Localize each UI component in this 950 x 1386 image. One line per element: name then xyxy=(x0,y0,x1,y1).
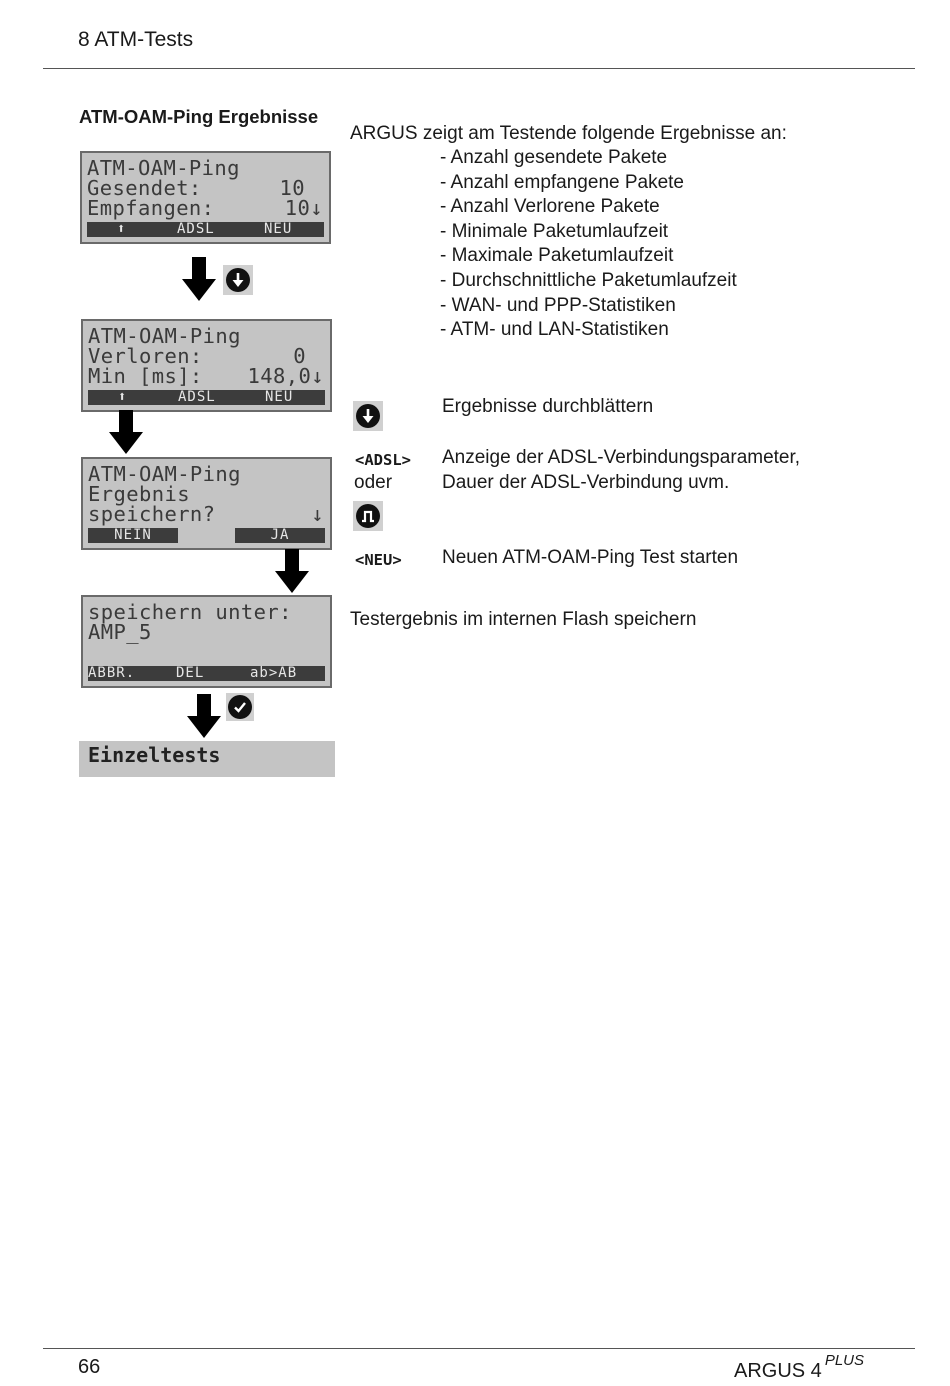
softkey-bar xyxy=(87,222,324,237)
softkey-abbr[interactable]: ABBR. xyxy=(88,665,136,681)
lcd-screen-3 xyxy=(81,457,332,550)
lcd-screen-2 xyxy=(81,319,332,412)
list-item: - Anzahl empfangene Pakete xyxy=(440,171,685,193)
footer-rule xyxy=(43,1348,915,1349)
down-arrow-key-icon[interactable] xyxy=(353,401,383,431)
softkey-neu[interactable]: NEU xyxy=(264,221,293,237)
page-number: 66 xyxy=(78,1356,101,1378)
section-title: ATM-OAM-Ping Ergebnisse xyxy=(79,106,319,127)
lcd-line: Gesendet: 10 xyxy=(87,176,305,200)
product-name: ARGUS 4 $^{PLUS}$ xyxy=(734,1352,864,1382)
list-item: - Anzahl Verlorene Pakete xyxy=(440,196,660,218)
header-rule xyxy=(43,68,915,69)
softkey-bar xyxy=(88,390,325,405)
softkey-bar xyxy=(88,528,325,543)
chapter-heading: 8 ATM-Tests xyxy=(78,28,194,51)
flow-arrow-icon xyxy=(109,410,143,454)
lcd-screen-1 xyxy=(80,151,331,244)
softkey-case[interactable]: ab>AB xyxy=(250,665,298,681)
results-list xyxy=(440,146,737,343)
softkey-ja[interactable]: JA xyxy=(235,528,325,543)
flow-arrow-icon xyxy=(182,257,216,301)
lcd-line: speichern? ↓ xyxy=(88,502,324,526)
einzeltests-label: Einzeltests xyxy=(88,743,221,767)
intro-text: ARGUS zeigt am Testende folgende Ergebnisse an: xyxy=(350,123,787,144)
softkey-up[interactable]: ⬆ xyxy=(118,389,128,405)
list-item: - ATM- und LAN-Statistiken xyxy=(440,319,669,341)
lcd-line: Empfangen: 10↓ xyxy=(87,196,323,220)
adsl-softkey-label: <ADSL> xyxy=(355,451,411,469)
softkey-adsl[interactable]: ADSL xyxy=(177,221,215,237)
down-key-description: Ergebnisse durchblättern xyxy=(442,396,654,417)
adsl-description-line1: Anzeige der ADSL-Verbindungsparameter, xyxy=(442,447,801,468)
lcd-line: ATM-OAM-Ping xyxy=(87,156,240,180)
list-item: - Anzahl gesendete Pakete xyxy=(440,147,668,168)
list-item: - Maximale Paketumlaufzeit xyxy=(440,245,674,267)
lcd-line: Min [ms]: 148,0↓ xyxy=(88,364,324,388)
down-arrow-key-icon[interactable] xyxy=(223,265,253,295)
list-item: - Durchschnittliche Paketumlaufzeit xyxy=(440,269,737,291)
lcd-line: speichern unter: xyxy=(88,600,292,624)
flow-arrow-icon xyxy=(187,694,221,738)
lcd-line: ATM-OAM-Ping xyxy=(88,462,241,486)
softkey-del[interactable]: DEL xyxy=(176,665,205,681)
einzeltests-screen xyxy=(79,741,335,777)
save-description: Testergebnis im internen Flash speichern xyxy=(350,609,697,630)
lcd-line: Ergebnis xyxy=(88,482,190,506)
neu-softkey-label: <NEU> xyxy=(355,551,402,569)
softkey-adsl[interactable]: ADSL xyxy=(178,389,216,405)
adsl-description-line2: Dauer der ADSL-Verbindung uvm. xyxy=(442,472,730,493)
lcd-line: AMP_5 xyxy=(88,620,152,644)
neu-description: Neuen ATM-OAM-Ping Test starten xyxy=(442,547,739,568)
adsl-key-icon[interactable] xyxy=(353,501,383,531)
softkey-bar xyxy=(88,666,325,681)
product-suffix: PLUS xyxy=(824,1352,864,1369)
lcd-line: ATM-OAM-Ping xyxy=(88,324,241,348)
softkey-nein[interactable]: NEIN xyxy=(88,528,178,543)
softkey-neu[interactable]: NEU xyxy=(265,389,294,405)
softkey-up[interactable]: ⬆ xyxy=(117,221,127,237)
flow-arrow-icon xyxy=(275,549,309,593)
lcd-screen-4 xyxy=(81,595,332,688)
lcd-line: Verloren: 0 xyxy=(88,344,306,368)
list-item: - WAN- und PPP-Statistiken xyxy=(440,294,676,316)
or-label: oder xyxy=(354,472,393,493)
list-item: - Minimale Paketumlaufzeit xyxy=(440,220,669,242)
ok-key-icon[interactable] xyxy=(226,693,254,721)
